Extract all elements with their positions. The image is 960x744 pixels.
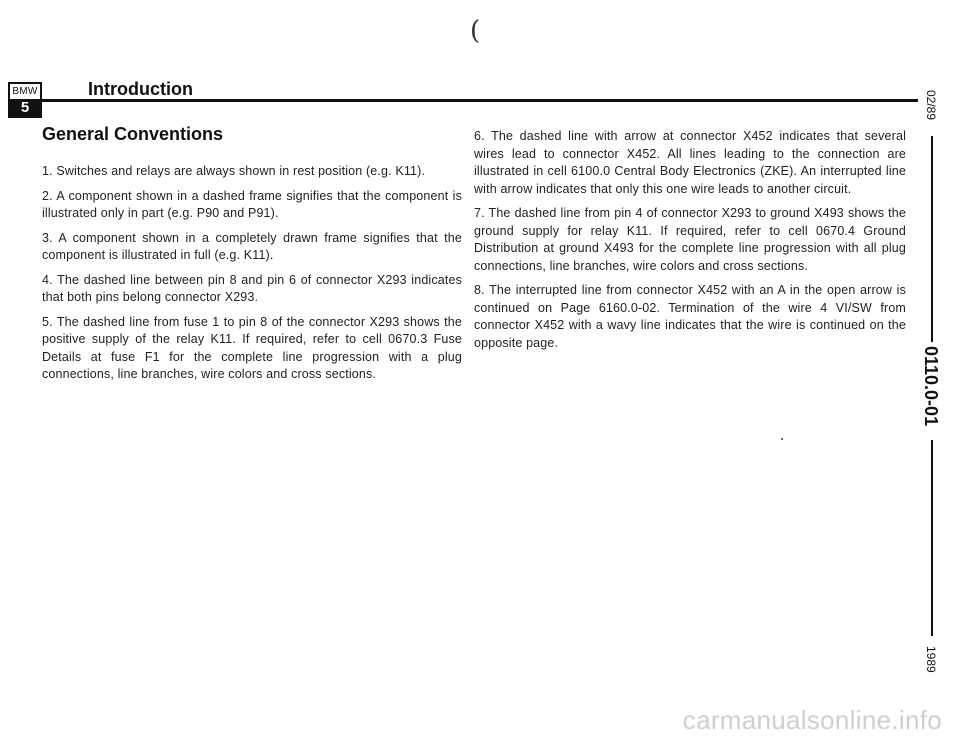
convention-item-6: 6. The dashed line with arrow at connector X452 indicates that several wires lead to connector X452. All lines leading to the connection are illustrated in cell 6100.0 Central Body Electronics (ZKE). An interrupted line with arrow indicates that only this one wire leads to another circuit. bbox=[474, 129, 906, 196]
convention-item-1: 1. Switches and relays are always shown in rest position (e.g. K11). bbox=[42, 164, 426, 178]
header-divider bbox=[42, 99, 918, 102]
header-title: Introduction bbox=[88, 79, 193, 99]
sidebar-year: 1989 bbox=[924, 646, 938, 673]
bmw-5-series-logo bbox=[8, 82, 42, 118]
sidebar-page-number: 0110.0-01 bbox=[921, 346, 941, 427]
scan-speck bbox=[781, 438, 783, 440]
logo-series-number: 5 bbox=[10, 99, 40, 116]
left-text-column bbox=[42, 163, 462, 391]
sidebar-rule-top bbox=[931, 136, 933, 342]
sidebar-rule-bottom bbox=[931, 440, 933, 636]
watermark-text: carmanualsonline.info bbox=[682, 705, 942, 735]
convention-item-5: 5. The dashed line from fuse 1 to pin 8 of the connector X293 shows the positive supply of the relay K11. If required, refer to cell 0670.3 Fuse Details at fuse F1 for the complete line progression with a plug connections, line branches, wire colors and cross sections. bbox=[42, 314, 462, 381]
convention-item-2: 2. A component shown in a dashed frame signifies that the component is illustrated only in part (e.g. P90 and P91). bbox=[42, 188, 462, 220]
convention-item-3: 3. A component shown in a completely drawn frame signifies that the component is illustrated in full (e.g. K11). bbox=[42, 230, 462, 262]
right-text-column bbox=[474, 128, 906, 359]
margin-mark: ( bbox=[470, 16, 481, 46]
sidebar-date: 02/89 bbox=[924, 90, 938, 121]
convention-item-8: 8. The interrupted line from connector X452 with an A in the open arrow is continued on Page 6160.0-02. Termination of the wire 4 VI/SW from connector X452 with a wavy line indicates that the wire is continued on the opposite page. bbox=[474, 283, 906, 350]
convention-item-4: 4. The dashed line between pin 8 and pin 6 of connector X293 indicates that both pins belong connector X293. bbox=[42, 272, 462, 304]
convention-item-7: 7. The dashed line from pin 4 of connector X293 to ground X493 shows the ground supply for relay K11. If required, refer to cell 0670.4 Ground Distribution at ground X493 for the complete line progression with all plug connections, line branches, wire colors and cross sections. bbox=[474, 206, 906, 273]
section-title: General Conventions bbox=[42, 124, 224, 144]
logo-brand-text: BMW bbox=[12, 86, 38, 97]
